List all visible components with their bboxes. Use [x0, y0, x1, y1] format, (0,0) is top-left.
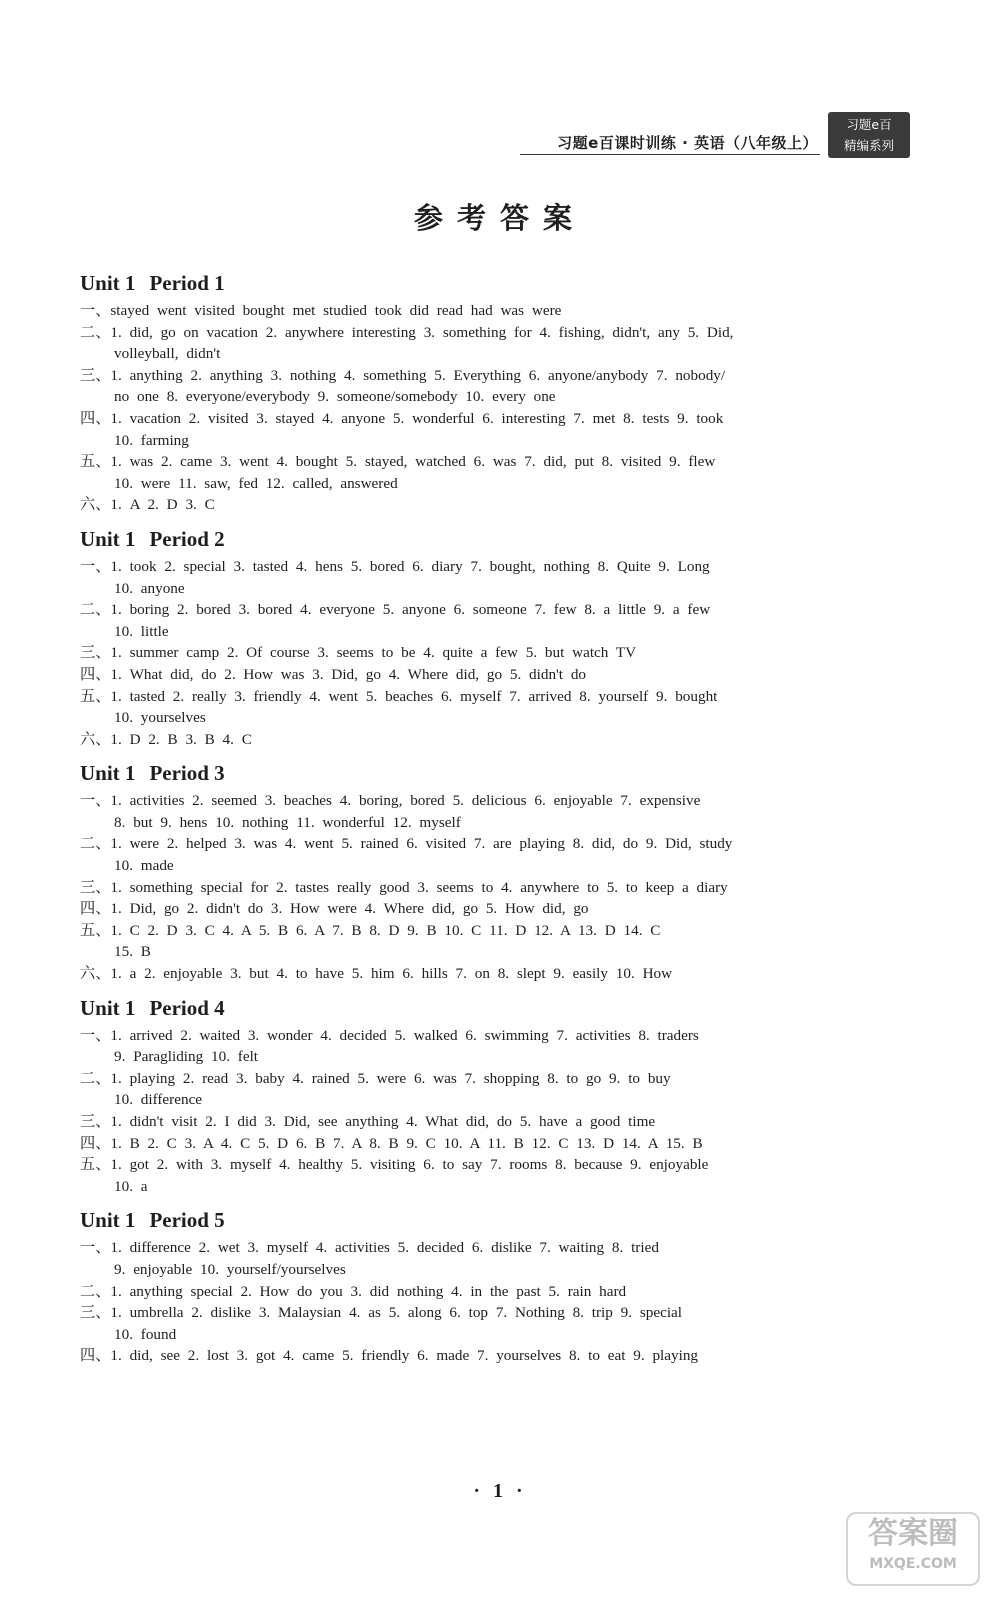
answer-section	[80, 756, 920, 984]
answer-line: 三、1. something special for 2. tastes really good 3. seems to 4. anywhere to 5. to keep a diary	[80, 878, 728, 896]
answer-line: 五、1. tasted 2. really 3. friendly 4. went 5. beaches 6. myself 7. arrived 8. yourself 9. bought	[80, 687, 718, 705]
section-heading	[80, 756, 920, 790]
watermark-top: 答案圈	[868, 1516, 958, 1551]
answer-section	[80, 1203, 920, 1367]
badge-line-1: 习题e百	[846, 117, 892, 132]
watermark-logo	[846, 1512, 980, 1586]
answer-line: 一、1. arrived 2. waited 3. wonder 4. decided 5. walked 6. swimming 7. activities 8. traders	[80, 1026, 699, 1044]
answer-content	[80, 266, 920, 1373]
answer-line: 三、1. anything 2. anything 3. nothing 4. something 5. Everything 6. anyone/anybody 7. nobody/	[80, 366, 726, 384]
answer-line: 三、1. didn't visit 2. I did 3. Did, see anything 4. What did, do 5. have a good time	[80, 1113, 656, 1130]
answer-line: 六、1. a 2. enjoyable 3. but 4. to have 5. him 6. hills 7. on 8. slept 9. easily 10. How	[80, 965, 673, 983]
page-title: 参考答案	[413, 201, 586, 235]
answer-line: 一、1. took 2. special 3. tasted 4. hens 5. bored 6. diary 7. bought, nothing 8. Quite 9. Long	[80, 557, 710, 575]
period-label: Period 2	[149, 526, 225, 551]
header-rule	[520, 154, 820, 155]
answer-section	[80, 522, 920, 750]
book-title: 习题e百课时训练 · 英语（八年级上）	[557, 134, 818, 152]
answer-line: 二、1. were 2. helped 3. was 4. went 5. rained 6. visited 7. are playing 8. did, do 9. Did, study	[80, 835, 733, 853]
answer-line: 一、1. difference 2. wet 3. myself 4. activities 5. decided 6. dislike 7. waiting 8. tried	[80, 1239, 659, 1257]
page-number: · 1 ·	[473, 1480, 527, 1502]
answer-line: 9. enjoyable 10. yourself/yourselves	[114, 1260, 346, 1278]
answer-line: 10. farming	[114, 431, 189, 449]
answer-line: volleyball, didn't	[114, 345, 221, 363]
answer-line: 一、1. activities 2. seemed 3. beaches 4. boring, bored 5. delicious 6. enjoyable 7. expensive	[80, 792, 701, 810]
answer-line: 10. difference	[114, 1091, 203, 1109]
unit-label: Unit 1	[80, 761, 136, 786]
unit-label: Unit 1	[80, 271, 136, 295]
period-label: Period 1	[149, 271, 225, 295]
answer-section	[80, 266, 920, 516]
section-heading	[80, 991, 920, 1025]
badge-line-2: 精编系列	[843, 138, 894, 153]
answer-line: 四、1. vacation 2. visited 3. stayed 4. anyone 5. wonderful 6. interesting 7. met 8. tests 9. took	[80, 409, 724, 427]
answer-line: 10. found	[114, 1325, 177, 1343]
answer-line: 10. yourselves	[114, 709, 206, 727]
period-label: Period 4	[149, 995, 225, 1020]
period-label: Period 5	[149, 1208, 225, 1233]
section-heading	[80, 522, 920, 556]
answer-line: 三、1. summer camp 2. Of course 3. seems to be 4. quite a few 5. but watch TV	[80, 644, 637, 662]
answer-line: 二、1. anything special 2. How do you 3. did nothing 4. in the past 5. rain hard	[80, 1282, 627, 1300]
answer-line: 四、1. What did, do 2. How was 3. Did, go 4. Where did, go 5. didn't do	[80, 665, 587, 683]
section-heading	[80, 1203, 920, 1237]
answer-line: 二、1. boring 2. bored 3. bored 4. everyone 5. anyone 6. someone 7. few 8. a little 9. a few	[80, 601, 711, 619]
watermark-bottom: MXQE.COM	[869, 1556, 957, 1572]
answer-line: 二、1. did, go on vacation 2. anywhere interesting 3. something for 4. fishing, didn't, any 5. Did,	[80, 323, 734, 341]
period-label: Period 3	[149, 761, 225, 786]
answer-line: 10. were 11. saw, fed 12. called, answered	[114, 474, 398, 492]
answer-line: 五、1. C 2. D 3. C 4. A 5. B 6. A 7. B 8. D 9. B 10. C 11. D 12. A 13. D 14. C	[80, 921, 661, 939]
answer-line: 一、stayed went visited bought met studied took did read had was were	[80, 302, 562, 319]
answer-line: 10. anyone	[114, 579, 185, 597]
section-heading	[80, 266, 920, 300]
answer-line: 8. but 9. hens 10. nothing 11. wonderful 12. myself	[114, 813, 461, 831]
answer-line: 五、1. was 2. came 3. went 4. bought 5. stayed, watched 6. was 7. did, put 8. visited 9. flew	[80, 453, 716, 471]
unit-label: Unit 1	[80, 526, 136, 551]
answer-line: 二、1. playing 2. read 3. baby 4. rained 5. were 6. was 7. shopping 8. to go 9. to buy	[80, 1069, 671, 1087]
answer-line: 三、1. umbrella 2. dislike 3. Malaysian 4. as 5. along 6. top 7. Nothing 8. trip 9. special	[80, 1304, 683, 1322]
answer-line: 10. little	[114, 622, 169, 640]
answer-line: 15. B	[114, 943, 151, 961]
answer-line: 六、1. D 2. B 3. B 4. C	[80, 730, 252, 748]
series-badge	[828, 112, 910, 158]
answer-section	[80, 991, 920, 1198]
answer-line: 六、1. A 2. D 3. C	[80, 496, 215, 514]
answer-line: 四、1. B 2. C 3. A 4. C 5. D 6. B 7. A 8. B 9. C 10. A 11. B 12. C 13. D 14. A 15. B	[80, 1134, 703, 1152]
answer-line: 9. Paragliding 10. felt	[114, 1048, 259, 1066]
answer-line: 四、1. Did, go 2. didn't do 3. How were 4. Where did, go 5. How did, go	[80, 900, 589, 918]
unit-label: Unit 1	[80, 1208, 136, 1233]
answer-line: 10. made	[114, 857, 174, 875]
answer-line: 四、1. did, see 2. lost 3. got 4. came 5. friendly 6. made 7. yourselves 8. to eat 9. playing	[80, 1347, 699, 1365]
page-header	[540, 112, 910, 160]
answer-line: 五、1. got 2. with 3. myself 4. healthy 5. visiting 6. to say 7. rooms 8. because 9. enjoyable	[80, 1156, 709, 1174]
answer-line: 10. a	[114, 1177, 148, 1195]
answer-line: no one 8. everyone/everybody 9. someone/somebody 10. every one	[114, 388, 556, 406]
unit-label: Unit 1	[80, 995, 136, 1020]
